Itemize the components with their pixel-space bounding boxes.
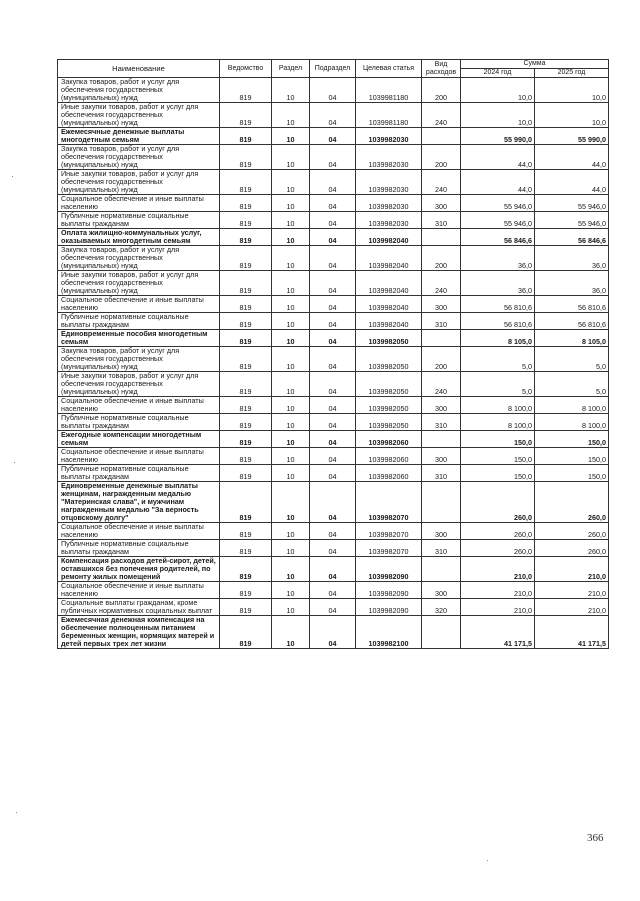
cell-department: 819 bbox=[220, 271, 272, 296]
cell-sum-2024: 44,0 bbox=[461, 170, 535, 195]
cell-name: Оплата жилищно-коммунальных услуг, оказываемых многодетным семьям bbox=[58, 229, 220, 246]
cell-section: 10 bbox=[272, 414, 310, 431]
cell-section: 10 bbox=[272, 523, 310, 540]
cell-expense-type: 310 bbox=[422, 414, 461, 431]
table-row bbox=[58, 599, 609, 616]
cell-section: 10 bbox=[272, 229, 310, 246]
cell-section: 10 bbox=[272, 128, 310, 145]
cell-department: 819 bbox=[220, 78, 272, 103]
cell-section: 10 bbox=[272, 557, 310, 582]
cell-expense-type: 320 bbox=[422, 599, 461, 616]
cell-section: 10 bbox=[272, 145, 310, 170]
table-row bbox=[58, 616, 609, 649]
cell-target-article: 1039982040 bbox=[356, 229, 422, 246]
cell-name: Иные закупки товаров, работ и услуг для обеспечения государственных (муниципальных) нужд bbox=[58, 103, 220, 128]
cell-sum-2025: 55 946,0 bbox=[535, 195, 609, 212]
cell-name: Закупка товаров, работ и услуг для обеспечения государственных (муниципальных) нужд bbox=[58, 78, 220, 103]
cell-section: 10 bbox=[272, 616, 310, 649]
cell-name: Публичные нормативные социальные выплаты гражданам bbox=[58, 212, 220, 229]
cell-subsection: 04 bbox=[310, 296, 356, 313]
cell-target-article: 1039982060 bbox=[356, 448, 422, 465]
cell-target-article: 1039982050 bbox=[356, 347, 422, 372]
cell-department: 819 bbox=[220, 523, 272, 540]
header-subsection: Подраздел bbox=[310, 60, 356, 78]
cell-expense-type: 200 bbox=[422, 145, 461, 170]
cell-target-article: 1039982090 bbox=[356, 582, 422, 599]
table-row bbox=[58, 347, 609, 372]
cell-department: 819 bbox=[220, 170, 272, 195]
cell-subsection: 04 bbox=[310, 414, 356, 431]
table-row bbox=[58, 465, 609, 482]
cell-target-article: 1039981180 bbox=[356, 103, 422, 128]
cell-subsection: 04 bbox=[310, 103, 356, 128]
scan-speck bbox=[487, 860, 488, 861]
table-row bbox=[58, 128, 609, 145]
cell-target-article: 1039982060 bbox=[356, 431, 422, 448]
cell-sum-2025: 5,0 bbox=[535, 347, 609, 372]
cell-sum-2025: 260,0 bbox=[535, 523, 609, 540]
cell-department: 819 bbox=[220, 599, 272, 616]
cell-department: 819 bbox=[220, 246, 272, 271]
cell-sum-2025: 260,0 bbox=[535, 540, 609, 557]
table-row bbox=[58, 212, 609, 229]
cell-sum-2025: 56 810,6 bbox=[535, 296, 609, 313]
cell-sum-2024: 210,0 bbox=[461, 599, 535, 616]
cell-name: Ежегодные компенсации многодетным семьям bbox=[58, 431, 220, 448]
cell-expense-type: 240 bbox=[422, 271, 461, 296]
cell-subsection: 04 bbox=[310, 212, 356, 229]
cell-department: 819 bbox=[220, 330, 272, 347]
cell-name: Компенсация расходов детей-сирот, детей, оставшихся без попечения родителей, по ремонту жилых помещений bbox=[58, 557, 220, 582]
cell-department: 819 bbox=[220, 540, 272, 557]
table-row bbox=[58, 414, 609, 431]
cell-sum-2024: 8 100,0 bbox=[461, 397, 535, 414]
cell-expense-type: 300 bbox=[422, 523, 461, 540]
cell-expense-type: 300 bbox=[422, 397, 461, 414]
cell-department: 819 bbox=[220, 616, 272, 649]
cell-name: Закупка товаров, работ и услуг для обеспечения государственных (муниципальных) нужд bbox=[58, 347, 220, 372]
cell-expense-type: 300 bbox=[422, 296, 461, 313]
cell-name: Закупка товаров, работ и услуг для обеспечения государственных (муниципальных) нужд bbox=[58, 145, 220, 170]
cell-sum-2024: 150,0 bbox=[461, 448, 535, 465]
cell-sum-2024: 10,0 bbox=[461, 78, 535, 103]
table-row bbox=[58, 145, 609, 170]
cell-subsection: 04 bbox=[310, 582, 356, 599]
cell-section: 10 bbox=[272, 296, 310, 313]
cell-sum-2024: 10,0 bbox=[461, 103, 535, 128]
cell-department: 819 bbox=[220, 212, 272, 229]
cell-subsection: 04 bbox=[310, 330, 356, 347]
cell-department: 819 bbox=[220, 296, 272, 313]
cell-expense-type: 200 bbox=[422, 347, 461, 372]
cell-subsection: 04 bbox=[310, 78, 356, 103]
cell-sum-2024: 260,0 bbox=[461, 523, 535, 540]
cell-section: 10 bbox=[272, 195, 310, 212]
cell-sum-2025: 8 105,0 bbox=[535, 330, 609, 347]
header-expense-type: Вид расходов bbox=[422, 60, 461, 78]
table-row bbox=[58, 78, 609, 103]
table-row bbox=[58, 246, 609, 271]
cell-name: Единовременные пособия многодетным семьям bbox=[58, 330, 220, 347]
cell-name: Социальное обеспечение и иные выплаты населению bbox=[58, 296, 220, 313]
cell-subsection: 04 bbox=[310, 372, 356, 397]
cell-expense-type bbox=[422, 330, 461, 347]
cell-sum-2025: 55 990,0 bbox=[535, 128, 609, 145]
table-row bbox=[58, 103, 609, 128]
cell-expense-type bbox=[422, 431, 461, 448]
cell-sum-2024: 55 946,0 bbox=[461, 212, 535, 229]
cell-target-article: 1039982040 bbox=[356, 246, 422, 271]
table-row bbox=[58, 313, 609, 330]
cell-sum-2025: 10,0 bbox=[535, 78, 609, 103]
cell-expense-type: 200 bbox=[422, 78, 461, 103]
cell-department: 819 bbox=[220, 128, 272, 145]
cell-sum-2024: 44,0 bbox=[461, 145, 535, 170]
cell-subsection: 04 bbox=[310, 540, 356, 557]
cell-sum-2025: 8 100,0 bbox=[535, 397, 609, 414]
table-row bbox=[58, 296, 609, 313]
cell-section: 10 bbox=[272, 103, 310, 128]
cell-sum-2024: 5,0 bbox=[461, 372, 535, 397]
header-name: Наименование bbox=[58, 60, 220, 78]
cell-sum-2024: 56 846,6 bbox=[461, 229, 535, 246]
cell-sum-2024: 5,0 bbox=[461, 347, 535, 372]
cell-sum-2025: 260,0 bbox=[535, 482, 609, 523]
cell-sum-2024: 41 171,5 bbox=[461, 616, 535, 649]
cell-target-article: 1039982030 bbox=[356, 145, 422, 170]
cell-subsection: 04 bbox=[310, 448, 356, 465]
cell-expense-type bbox=[422, 128, 461, 145]
cell-target-article: 1039982070 bbox=[356, 540, 422, 557]
cell-target-article: 1039982060 bbox=[356, 465, 422, 482]
cell-sum-2024: 260,0 bbox=[461, 540, 535, 557]
cell-target-article: 1039982040 bbox=[356, 313, 422, 330]
cell-section: 10 bbox=[272, 448, 310, 465]
table-row bbox=[58, 557, 609, 582]
header-sum: Сумма bbox=[461, 60, 609, 69]
cell-sum-2024: 55 946,0 bbox=[461, 195, 535, 212]
cell-subsection: 04 bbox=[310, 397, 356, 414]
table-row bbox=[58, 431, 609, 448]
scan-speck bbox=[16, 812, 17, 813]
cell-target-article: 1039982040 bbox=[356, 296, 422, 313]
cell-department: 819 bbox=[220, 145, 272, 170]
cell-department: 819 bbox=[220, 557, 272, 582]
cell-section: 10 bbox=[272, 347, 310, 372]
cell-name: Публичные нормативные социальные выплаты гражданам bbox=[58, 465, 220, 482]
cell-department: 819 bbox=[220, 414, 272, 431]
cell-name: Публичные нормативные социальные выплаты гражданам bbox=[58, 313, 220, 330]
cell-subsection: 04 bbox=[310, 128, 356, 145]
cell-department: 819 bbox=[220, 313, 272, 330]
cell-sum-2024: 55 990,0 bbox=[461, 128, 535, 145]
cell-subsection: 04 bbox=[310, 145, 356, 170]
cell-section: 10 bbox=[272, 465, 310, 482]
cell-sum-2025: 36,0 bbox=[535, 246, 609, 271]
cell-subsection: 04 bbox=[310, 170, 356, 195]
cell-target-article: 1039982050 bbox=[356, 397, 422, 414]
cell-name: Публичные нормативные социальные выплаты гражданам bbox=[58, 540, 220, 557]
scan-speck bbox=[14, 462, 15, 463]
cell-expense-type: 300 bbox=[422, 195, 461, 212]
cell-sum-2024: 36,0 bbox=[461, 271, 535, 296]
cell-department: 819 bbox=[220, 448, 272, 465]
cell-target-article: 1039982030 bbox=[356, 128, 422, 145]
cell-sum-2025: 55 946,0 bbox=[535, 212, 609, 229]
cell-section: 10 bbox=[272, 246, 310, 271]
cell-section: 10 bbox=[272, 397, 310, 414]
cell-sum-2025: 150,0 bbox=[535, 431, 609, 448]
cell-department: 819 bbox=[220, 195, 272, 212]
cell-expense-type: 310 bbox=[422, 212, 461, 229]
cell-target-article: 1039982100 bbox=[356, 616, 422, 649]
cell-name: Публичные нормативные социальные выплаты гражданам bbox=[58, 414, 220, 431]
cell-sum-2024: 210,0 bbox=[461, 557, 535, 582]
cell-expense-type: 240 bbox=[422, 372, 461, 397]
cell-sum-2025: 56 846,6 bbox=[535, 229, 609, 246]
cell-sum-2025: 8 100,0 bbox=[535, 414, 609, 431]
cell-target-article: 1039982030 bbox=[356, 170, 422, 195]
cell-target-article: 1039982030 bbox=[356, 212, 422, 229]
table-row bbox=[58, 170, 609, 195]
cell-expense-type: 240 bbox=[422, 170, 461, 195]
cell-subsection: 04 bbox=[310, 557, 356, 582]
cell-name: Иные закупки товаров, работ и услуг для обеспечения государственных (муниципальных) нужд bbox=[58, 170, 220, 195]
cell-subsection: 04 bbox=[310, 347, 356, 372]
cell-sum-2024: 260,0 bbox=[461, 482, 535, 523]
cell-sum-2025: 56 810,6 bbox=[535, 313, 609, 330]
cell-sum-2025: 44,0 bbox=[535, 170, 609, 195]
cell-subsection: 04 bbox=[310, 482, 356, 523]
cell-expense-type bbox=[422, 482, 461, 523]
table-row bbox=[58, 482, 609, 523]
cell-target-article: 1039982050 bbox=[356, 414, 422, 431]
cell-name: Социальное обеспечение и иные выплаты населению bbox=[58, 582, 220, 599]
cell-name: Закупка товаров, работ и услуг для обеспечения государственных (муниципальных) нужд bbox=[58, 246, 220, 271]
cell-section: 10 bbox=[272, 313, 310, 330]
cell-expense-type bbox=[422, 557, 461, 582]
cell-sum-2024: 150,0 bbox=[461, 465, 535, 482]
cell-expense-type bbox=[422, 229, 461, 246]
cell-sum-2025: 36,0 bbox=[535, 271, 609, 296]
cell-department: 819 bbox=[220, 431, 272, 448]
cell-sum-2025: 150,0 bbox=[535, 465, 609, 482]
cell-subsection: 04 bbox=[310, 271, 356, 296]
cell-department: 819 bbox=[220, 347, 272, 372]
cell-sum-2024: 150,0 bbox=[461, 431, 535, 448]
cell-sum-2025: 10,0 bbox=[535, 103, 609, 128]
cell-subsection: 04 bbox=[310, 246, 356, 271]
cell-sum-2025: 5,0 bbox=[535, 372, 609, 397]
cell-sum-2025: 41 171,5 bbox=[535, 616, 609, 649]
cell-name: Социальные выплаты гражданам, кроме публичных нормативных социальных выплат bbox=[58, 599, 220, 616]
cell-subsection: 04 bbox=[310, 599, 356, 616]
cell-section: 10 bbox=[272, 78, 310, 103]
cell-expense-type: 310 bbox=[422, 540, 461, 557]
header-year-2025: 2025 год bbox=[535, 69, 609, 78]
cell-department: 819 bbox=[220, 372, 272, 397]
cell-subsection: 04 bbox=[310, 465, 356, 482]
table-row bbox=[58, 229, 609, 246]
page-number: 366 bbox=[587, 832, 604, 844]
cell-name: Социальное обеспечение и иные выплаты населению bbox=[58, 523, 220, 540]
cell-sum-2025: 210,0 bbox=[535, 557, 609, 582]
cell-target-article: 1039982030 bbox=[356, 195, 422, 212]
budget-table bbox=[57, 59, 609, 649]
cell-expense-type: 310 bbox=[422, 313, 461, 330]
table-row bbox=[58, 330, 609, 347]
cell-sum-2024: 8 105,0 bbox=[461, 330, 535, 347]
header-year-2024: 2024 год bbox=[461, 69, 535, 78]
table-row bbox=[58, 271, 609, 296]
cell-name: Социальное обеспечение и иные выплаты населению bbox=[58, 397, 220, 414]
table-row bbox=[58, 523, 609, 540]
cell-sum-2024: 8 100,0 bbox=[461, 414, 535, 431]
cell-sum-2025: 210,0 bbox=[535, 582, 609, 599]
cell-subsection: 04 bbox=[310, 229, 356, 246]
cell-department: 819 bbox=[220, 103, 272, 128]
header-target-article: Целевая статья bbox=[356, 60, 422, 78]
cell-name: Социальное обеспечение и иные выплаты населению bbox=[58, 448, 220, 465]
cell-target-article: 1039982090 bbox=[356, 557, 422, 582]
scan-speck bbox=[12, 176, 13, 177]
cell-subsection: 04 bbox=[310, 616, 356, 649]
cell-expense-type: 300 bbox=[422, 448, 461, 465]
cell-expense-type: 240 bbox=[422, 103, 461, 128]
cell-expense-type: 300 bbox=[422, 582, 461, 599]
cell-name: Иные закупки товаров, работ и услуг для обеспечения государственных (муниципальных) нужд bbox=[58, 271, 220, 296]
cell-department: 819 bbox=[220, 582, 272, 599]
cell-sum-2025: 44,0 bbox=[535, 145, 609, 170]
cell-name: Единовременные денежные выплаты женщинам, награжденным медалью "Материнская слава", и мужчинам награжденным медалью "За верность отцовскому долгу" bbox=[58, 482, 220, 523]
cell-target-article: 1039982040 bbox=[356, 271, 422, 296]
cell-department: 819 bbox=[220, 465, 272, 482]
cell-target-article: 1039982070 bbox=[356, 523, 422, 540]
cell-section: 10 bbox=[272, 372, 310, 397]
table-row bbox=[58, 448, 609, 465]
cell-department: 819 bbox=[220, 397, 272, 414]
cell-section: 10 bbox=[272, 482, 310, 523]
cell-department: 819 bbox=[220, 229, 272, 246]
cell-sum-2024: 36,0 bbox=[461, 246, 535, 271]
cell-sum-2025: 150,0 bbox=[535, 448, 609, 465]
cell-target-article: 1039981180 bbox=[356, 78, 422, 103]
cell-section: 10 bbox=[272, 271, 310, 296]
cell-expense-type bbox=[422, 616, 461, 649]
cell-target-article: 1039982090 bbox=[356, 599, 422, 616]
cell-section: 10 bbox=[272, 212, 310, 229]
cell-section: 10 bbox=[272, 431, 310, 448]
table-row bbox=[58, 195, 609, 212]
cell-sum-2024: 210,0 bbox=[461, 582, 535, 599]
table-row bbox=[58, 372, 609, 397]
cell-target-article: 1039982050 bbox=[356, 330, 422, 347]
cell-target-article: 1039982070 bbox=[356, 482, 422, 523]
cell-name: Иные закупки товаров, работ и услуг для обеспечения государственных (муниципальных) нужд bbox=[58, 372, 220, 397]
cell-sum-2025: 210,0 bbox=[535, 599, 609, 616]
cell-target-article: 1039982050 bbox=[356, 372, 422, 397]
budget-table-sheet bbox=[57, 59, 608, 649]
cell-section: 10 bbox=[272, 582, 310, 599]
cell-section: 10 bbox=[272, 599, 310, 616]
cell-subsection: 04 bbox=[310, 523, 356, 540]
table-row bbox=[58, 397, 609, 414]
cell-sum-2024: 56 810,6 bbox=[461, 313, 535, 330]
table-row bbox=[58, 582, 609, 599]
cell-subsection: 04 bbox=[310, 431, 356, 448]
cell-name: Социальное обеспечение и иные выплаты населению bbox=[58, 195, 220, 212]
cell-subsection: 04 bbox=[310, 195, 356, 212]
cell-expense-type: 310 bbox=[422, 465, 461, 482]
cell-section: 10 bbox=[272, 170, 310, 195]
cell-name: Ежемесячная денежная компенсация на обеспечение полноценным питанием беременных женщин, кормящих матерей и детей первых трех лет жизни bbox=[58, 616, 220, 649]
cell-subsection: 04 bbox=[310, 313, 356, 330]
table-row bbox=[58, 540, 609, 557]
cell-sum-2024: 56 810,6 bbox=[461, 296, 535, 313]
cell-section: 10 bbox=[272, 540, 310, 557]
cell-section: 10 bbox=[272, 330, 310, 347]
cell-name: Ежемесячные денежные выплаты многодетным семьям bbox=[58, 128, 220, 145]
cell-expense-type: 200 bbox=[422, 246, 461, 271]
table-body bbox=[58, 78, 609, 649]
cell-department: 819 bbox=[220, 482, 272, 523]
header-department: Ведомство bbox=[220, 60, 272, 78]
header-section: Раздел bbox=[272, 60, 310, 78]
